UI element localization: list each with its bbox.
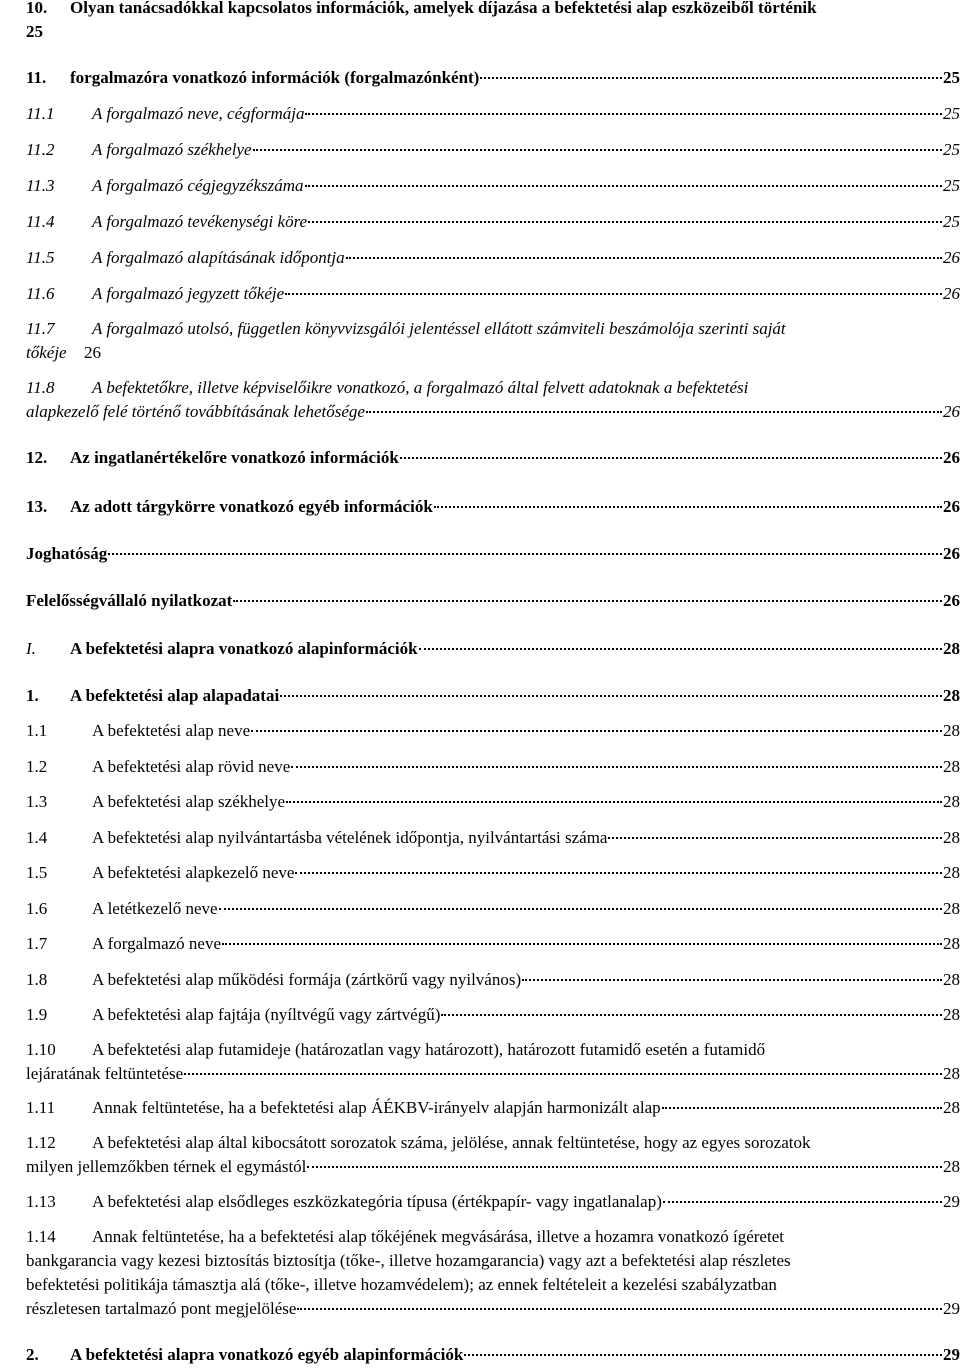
toc-page-number: 28: [943, 863, 960, 882]
toc-title: A forgalmazó alapításának időpontja: [92, 248, 345, 267]
toc-title-line1: A befektetési alap által kibocsátott sorozatok száma, jelölése, annak feltüntetése, hogy az egyes sorozatok: [92, 1133, 811, 1152]
leader-dots: [233, 600, 942, 602]
toc-entry-felelossegvallalo[interactable]: [26, 589, 960, 613]
toc-entry-1[interactable]: [26, 684, 960, 708]
toc-title: A forgalmazó tevékenységi köre: [92, 212, 308, 231]
toc-page-number: 26: [943, 284, 960, 303]
toc-title: A befektetési alapra vonatkozó egyéb alapinformációk: [70, 1345, 464, 1364]
toc-num: 11.8: [26, 378, 55, 397]
toc-page-number: 25: [943, 140, 960, 159]
toc-entry-11-2[interactable]: [26, 138, 960, 162]
leader-dots: [400, 457, 942, 459]
toc-entry-11-3[interactable]: [26, 174, 960, 198]
leader-dots: [305, 113, 942, 115]
toc-title-line1: A befektetési alap futamideje (határozatlan vagy határozott), határozott futamidő esetén a futamidő: [92, 1040, 766, 1059]
toc-title: A forgalmazó jegyzett tőkéje: [92, 284, 285, 303]
leader-dots: [662, 1107, 942, 1109]
toc-title-line1: Annak feltüntetése, ha a befektetési alap tőkéjének megvásárása, illetve a hozamra vonatkozó ígéretet: [92, 1227, 784, 1246]
toc-title-line3: befektetési politikája támasztja alá (tőke-, illetve hozamvédelem); az ennek feltételeit a kezelési szabályzatban: [26, 1275, 777, 1294]
toc-entry-1-3[interactable]: [26, 790, 960, 814]
toc-page-number: 29: [943, 1192, 960, 1211]
toc-num: 11.7: [26, 319, 55, 338]
toc-entry-13[interactable]: [26, 495, 960, 519]
leader-dots: [286, 801, 942, 803]
leader-dots: [280, 695, 942, 697]
toc-entry-1-12[interactable]: [26, 1131, 960, 1179]
leader-dots: [480, 77, 942, 79]
toc-num: 1.8: [26, 970, 48, 989]
toc-page-number: 28: [943, 757, 960, 776]
leader-dots: [291, 766, 942, 768]
leader-dots: [464, 1354, 942, 1356]
toc-title: A befektetési alap székhelye: [92, 792, 286, 811]
toc-entry-1-13[interactable]: [26, 1190, 960, 1214]
toc-page-number: 26: [943, 497, 960, 516]
leader-dots: [184, 1073, 942, 1075]
toc-num: 1.12: [26, 1133, 56, 1152]
toc-title: A forgalmazó neve: [92, 934, 222, 953]
toc-entry-1-5[interactable]: [26, 861, 960, 885]
toc-num: 1.: [26, 686, 39, 705]
toc-page-number: 28: [943, 828, 960, 847]
toc-num: 1.4: [26, 828, 48, 847]
toc-title-line1: A forgalmazó utolsó, független könyvvizsgálói jelentéssel ellátott számviteli beszámolója szerinti saját: [92, 319, 786, 338]
toc-page-number: 26: [943, 544, 960, 563]
toc-page-number: 28: [943, 639, 960, 658]
toc-title: A befektetési alap fajtája (nyíltvégű vagy zártvégű): [92, 1005, 441, 1024]
toc-page-number: 26: [943, 591, 960, 610]
leader-dots: [305, 185, 942, 187]
toc-title: Az ingatlanértékelőre vonatkozó információk: [70, 448, 399, 467]
toc-page-number: 28: [943, 1005, 960, 1024]
toc-num: 1.5: [26, 863, 48, 882]
toc-entry-11-4[interactable]: [26, 210, 960, 234]
toc-page-number: 26: [84, 343, 101, 362]
toc-page-number: 28: [943, 1098, 960, 1117]
toc-entry-11-8[interactable]: [26, 376, 960, 424]
leader-dots: [346, 257, 942, 259]
toc-page-number: 25: [943, 176, 960, 195]
toc-page-number: 26: [943, 402, 960, 421]
leader-dots: [219, 908, 942, 910]
toc-title: Olyan tanácsadókkal kapcsolatos információk, amelyek díjazása a befektetési alap eszközeiből történik: [70, 0, 817, 17]
toc-entry-joghatosag[interactable]: [26, 542, 960, 566]
leader-dots: [307, 1166, 942, 1168]
toc-num: 11.1: [26, 104, 55, 123]
toc-num: 1.11: [26, 1098, 56, 1117]
toc-num: 1.9: [26, 1005, 48, 1024]
toc-num: 11.5: [26, 248, 55, 267]
toc-entry-1-14[interactable]: [26, 1225, 960, 1321]
toc-title-line1: A befektetőkre, illetve képviselőikre vonatkozó, a forgalmazó által felvett adatoknak a befektetési: [92, 378, 749, 397]
toc-title: forgalmazóra vonatkozó információk (forgalmazónként): [70, 68, 480, 87]
toc-page-number: 25: [943, 104, 960, 123]
toc-entry-11-1[interactable]: [26, 102, 960, 126]
toc-page-number: 28: [943, 686, 960, 705]
toc-title: A forgalmazó cégjegyzékszáma: [92, 176, 304, 195]
leader-dots: [522, 979, 942, 981]
toc-title: A befektetési alapkezelő neve: [92, 863, 295, 882]
toc-entry-1-9[interactable]: [26, 1003, 960, 1027]
toc-title-line2: tőkéje: [26, 343, 67, 362]
toc-entry-11[interactable]: [26, 66, 960, 90]
toc-page-number: 28: [943, 1064, 960, 1083]
toc-entry-12[interactable]: [26, 446, 960, 470]
toc-entry-1-7[interactable]: [26, 932, 960, 956]
toc-title-line2: lejáratának feltüntetése: [26, 1064, 184, 1083]
toc-num: 13.: [26, 497, 48, 516]
leader-dots: [253, 149, 942, 151]
toc-page-number: 26: [943, 448, 960, 467]
leader-dots: [295, 872, 942, 874]
toc-num: 12.: [26, 448, 48, 467]
toc-page-number: 25: [26, 22, 43, 41]
toc-num: 1.3: [26, 792, 48, 811]
toc-entry-1-4[interactable]: [26, 826, 960, 850]
toc-page-number: 29: [943, 1345, 960, 1364]
leader-dots: [663, 1201, 942, 1203]
toc-title: A befektetési alap működési formája (zártkörű vagy nyilvános): [92, 970, 522, 989]
toc-entry-1-2[interactable]: [26, 755, 960, 779]
toc-page-number: 25: [943, 68, 960, 87]
toc-page-number: 29: [943, 1299, 960, 1318]
toc-title: A befektetési alap rövid neve: [92, 757, 291, 776]
toc-entry-11-5[interactable]: [26, 246, 960, 270]
toc-num: 1.2: [26, 757, 48, 776]
toc-title: Felelősségvállaló nyilatkozat: [26, 591, 233, 610]
toc-page-number: 28: [943, 934, 960, 953]
toc-num: 1.1: [26, 721, 48, 740]
leader-dots: [608, 837, 942, 839]
toc-title: A forgalmazó neve, cégformája: [92, 104, 305, 123]
toc-num: 1.10: [26, 1040, 56, 1059]
toc-num: 1.7: [26, 934, 48, 953]
toc-title-line2: milyen jellemzőkben térnek el egymástól: [26, 1157, 307, 1176]
toc-entry-1-10[interactable]: [26, 1038, 960, 1086]
toc-title-line4: részletesen tartalmazó pont megjelölése: [26, 1299, 297, 1318]
toc-entry-11-7[interactable]: [26, 317, 960, 365]
toc-page-number: 28: [943, 721, 960, 740]
toc-num: 11.2: [26, 140, 55, 159]
toc-entry-1-6[interactable]: [26, 897, 960, 921]
leader-dots: [419, 648, 942, 650]
leader-dots: [308, 221, 942, 223]
toc-num: 1.6: [26, 899, 48, 918]
toc-page-number: 25: [943, 212, 960, 231]
toc-page-number: 26: [943, 248, 960, 267]
toc-title: A befektetési alapra vonatkozó alapinformációk: [70, 639, 418, 658]
toc-page-number: 28: [943, 1157, 960, 1176]
toc-entry-11-6[interactable]: [26, 282, 960, 306]
leader-dots: [366, 411, 942, 413]
toc-page-number: 28: [943, 792, 960, 811]
leader-dots: [441, 1014, 942, 1016]
toc-title: A befektetési alap alapadatai: [70, 686, 280, 705]
leader-dots: [285, 293, 942, 295]
toc-num: 1.13: [26, 1192, 56, 1211]
toc-title: Joghatóság: [26, 544, 108, 563]
toc-title: A letétkezelő neve: [92, 899, 218, 918]
toc-page-number: 28: [943, 970, 960, 989]
leader-dots: [222, 943, 942, 945]
toc-entry-2[interactable]: [26, 1343, 960, 1367]
toc-num: 11.: [26, 68, 47, 87]
toc-num: I.: [26, 639, 36, 658]
toc-num: 11.4: [26, 212, 55, 231]
toc-title: A befektetési alap nyilvántartásba vételének időpontja, nyilvántartási száma: [92, 828, 608, 847]
toc-num: 1.14: [26, 1227, 56, 1246]
toc-entry-1-11[interactable]: [26, 1096, 960, 1120]
leader-dots: [297, 1308, 942, 1310]
toc-entry-10[interactable]: [26, 0, 960, 44]
toc-num: 2.: [26, 1345, 39, 1364]
toc-num: 10.: [26, 0, 48, 17]
toc-entry-1-8[interactable]: [26, 968, 960, 992]
toc-title: Annak feltüntetése, ha a befektetési alap ÁÉKBV-irányelv alapján harmonizált alap: [92, 1098, 661, 1117]
toc-title: A forgalmazó székhelye: [92, 140, 252, 159]
leader-dots: [251, 730, 942, 732]
toc-title-line2: bankgarancia vagy kezesi biztosítás biztosítja (tőke-, illetve hozamgarancia) vagy azt a befektetési alap részletes: [26, 1251, 791, 1270]
toc-title: A befektetési alap elsődleges eszközkategória típusa (értékpapír- vagy ingatlanalap): [92, 1192, 662, 1211]
toc-num: 11.3: [26, 176, 55, 195]
toc-entry-1-1[interactable]: [26, 719, 960, 743]
toc-title: Az adott tárgykörre vonatkozó egyéb információk: [70, 497, 433, 516]
toc-entry-I[interactable]: [26, 637, 960, 661]
leader-dots: [434, 506, 942, 508]
leader-dots: [108, 553, 942, 555]
toc-page-number: 28: [943, 899, 960, 918]
toc-num: 11.6: [26, 284, 55, 303]
toc-title: A befektetési alap neve: [92, 721, 251, 740]
toc-title-line2: alapkezelő felé történő továbbításának lehetősége: [26, 402, 365, 421]
